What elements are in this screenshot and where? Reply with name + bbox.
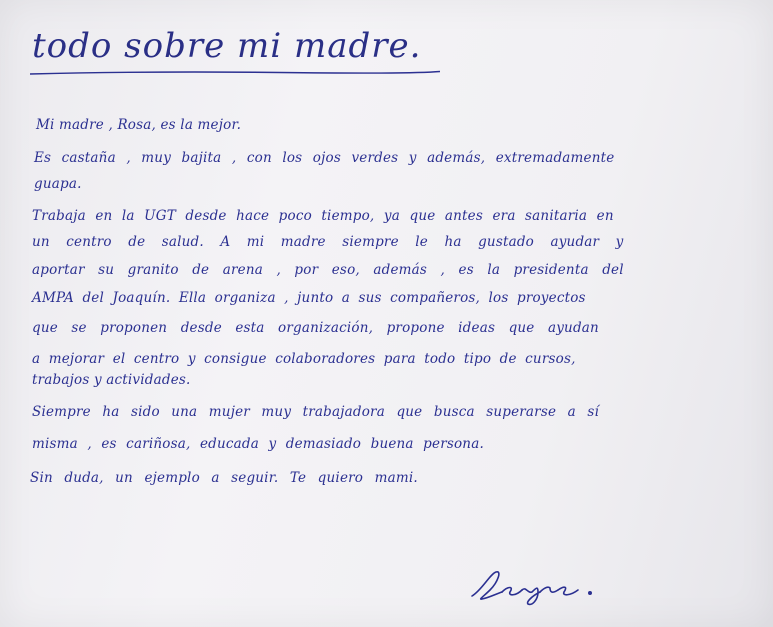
letter-line: un centro de salud. A mi madre siempre le ha gustado ayudar y (32, 234, 624, 250)
letter-line: misma , es cariñosa, educada y demasiado buena persona. (32, 436, 484, 452)
letter-line: Mi madre , Rosa, es la mejor. (36, 117, 242, 133)
letter-line: a mejorar el centro y consigue colaboradores para todo tipo de cursos, (32, 351, 576, 367)
letter-line: que se proponen desde esta organización, propone ideas que ayudan (32, 320, 599, 336)
letter-line: Trabaja en la UGT desde hace poco tiempo, ya que antes era sanitaria en (32, 208, 614, 224)
title-underline (30, 70, 440, 76)
signature (468, 566, 608, 606)
letter-line: Es castaña , muy bajita , con los ojos verdes y además, extremadamente (34, 150, 615, 166)
letter-line: Sin duda, un ejemplo a seguir. Te quiero mami. (30, 470, 418, 486)
letter-line: aportar su granito de arena , por eso, además , es la presidenta del (32, 262, 624, 278)
letter-line: guapa. (34, 176, 82, 192)
letter-line: trabajos y actividades. (32, 372, 191, 388)
letter-line: AMPA del Joaquín. Ella organiza , junto a sus compañeros, los proyectos (32, 290, 586, 306)
letter-title: todo sobre mi madre. (32, 26, 422, 66)
letter-line: Siempre ha sido una mujer muy trabajadora que busca superarse a sí (32, 404, 600, 420)
